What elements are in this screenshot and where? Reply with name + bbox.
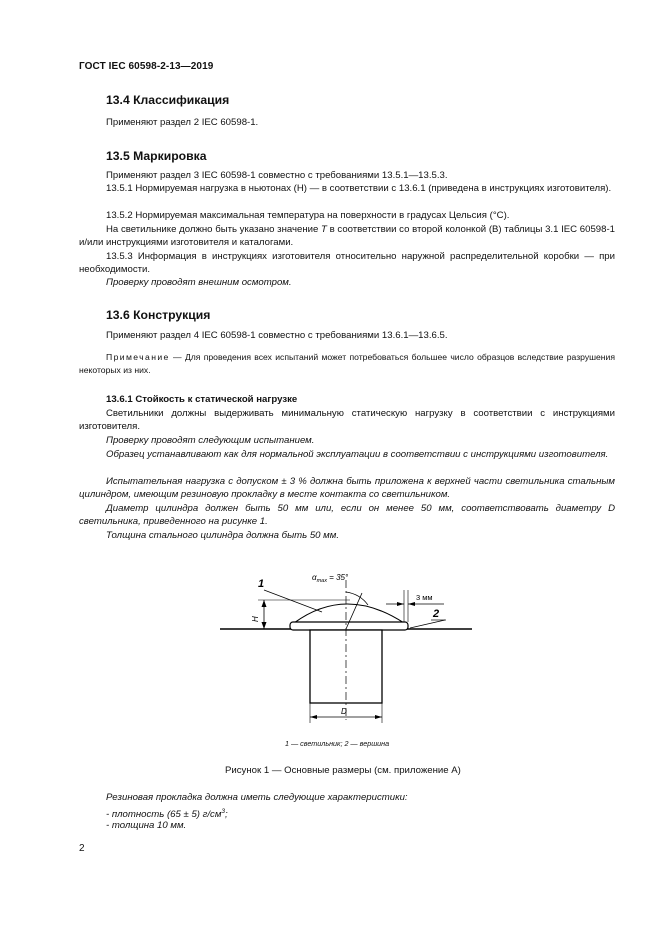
- leader-line-1: [264, 590, 322, 612]
- paragraph: Резиновая прокладка должна иметь следующие характеристики:: [106, 792, 408, 803]
- arrowhead: [262, 622, 267, 629]
- figure-luminaire-dimensions: [200, 560, 490, 730]
- section-heading-13-6: 13.6 Конструкция: [106, 308, 211, 322]
- paragraph: 13.5.3 Информация в инструкциях изготовителя относительно наружной распределительной коробки — при необходимости.: [79, 251, 615, 276]
- paragraph: Проверку проводят внешним осмотром.: [106, 277, 292, 288]
- figure-caption: Рисунок 1 — Основные размеры (см. приложение А): [225, 765, 461, 776]
- callout-label-2: 2: [433, 608, 440, 620]
- section-heading-13-4: 13.4 Классификация: [106, 93, 230, 107]
- paragraph: 13.5.2 Нормируемая максимальная температура на поверхности в градусах Цельсия (°С).: [106, 210, 510, 221]
- document-header: ГОСТ IEC 60598-2-13—2019: [79, 61, 214, 72]
- paragraph: Применяют раздел 4 IEC 60598-1 совместно с требованиями 13.6.1—13.6.5.: [106, 330, 448, 341]
- section-heading-13-5: 13.5 Маркировка: [106, 149, 207, 163]
- arrowhead: [375, 715, 382, 719]
- callout-label-1: 1: [258, 578, 265, 590]
- leader-line-2: [410, 620, 445, 628]
- arrowhead: [262, 600, 267, 607]
- dome-outline: [294, 604, 404, 623]
- angle-label: $\alpha_{max} = 35^\circ$: [312, 573, 349, 584]
- arrowhead: [310, 715, 317, 719]
- page-number: 2: [79, 843, 85, 854]
- angle-arc: [346, 592, 368, 605]
- paragraph: Применяют раздел 2 IEC 60598-1.: [106, 117, 259, 128]
- paragraph: Применяют раздел 3 IEC 60598-1 совместно с требованиями 13.5.1—13.5.3.: [106, 170, 448, 181]
- d-dimension-label: D: [341, 707, 347, 716]
- paragraph: На светильнике должно быть указано значение T в соответствии со второй колонкой (В) таблицы 3.1 IEC 60598-1 и/или инструкциями изготовителя и каталогами.: [79, 224, 616, 249]
- arrowhead: [397, 602, 404, 606]
- paragraph: Толщина стального цилиндра должна быть 50 мм.: [106, 530, 339, 541]
- paragraph: Образец устанавливают как для нормальной эксплуатации в соответствии с инструкциями изготовителя.: [106, 449, 609, 460]
- paragraph: Диаметр цилиндра должен быть 50 мм или, если он менее 50 мм, соответствовать диаметру D светильника, приведенного на рисунке 1.: [79, 503, 615, 528]
- paragraph: 13.5.1 Нормируемая нагрузка в ньютонах (Н) — в соответствии с 13.6.1 (приведена в инструкциях изготовителя).: [106, 183, 612, 194]
- note: Примечание — Для проведения всех испытаний может потребоваться большее число образцов вследствие разрушения некоторых из них.: [79, 352, 615, 375]
- paragraph: Светильники должны выдерживать минимальную статическую нагрузку в соответствии с инструкциями изготовителя.: [79, 408, 615, 433]
- h-dimension-label: H: [251, 616, 260, 622]
- list-item: - плотность (65 ± 5) $г/см^3$;: [106, 808, 228, 821]
- arrowhead: [408, 602, 415, 606]
- list-item: - толщина 10 мм.: [106, 820, 187, 831]
- paragraph: Испытательная нагрузка с допуском ± 3 % должна быть приложена к верхней части светильника стальным цилиндром, имеющим резиновую прокладку в месте контакта со светильником.: [79, 476, 615, 501]
- 3mm-dimension-label: 3 мм: [416, 593, 433, 602]
- figure-legend: 1 — светильник; 2 — вершина: [285, 739, 390, 748]
- subsection-heading-13-6-1: 13.6.1 Стойкость к статической нагрузке: [106, 394, 298, 405]
- paragraph: Проверку проводят следующим испытанием.: [106, 435, 315, 446]
